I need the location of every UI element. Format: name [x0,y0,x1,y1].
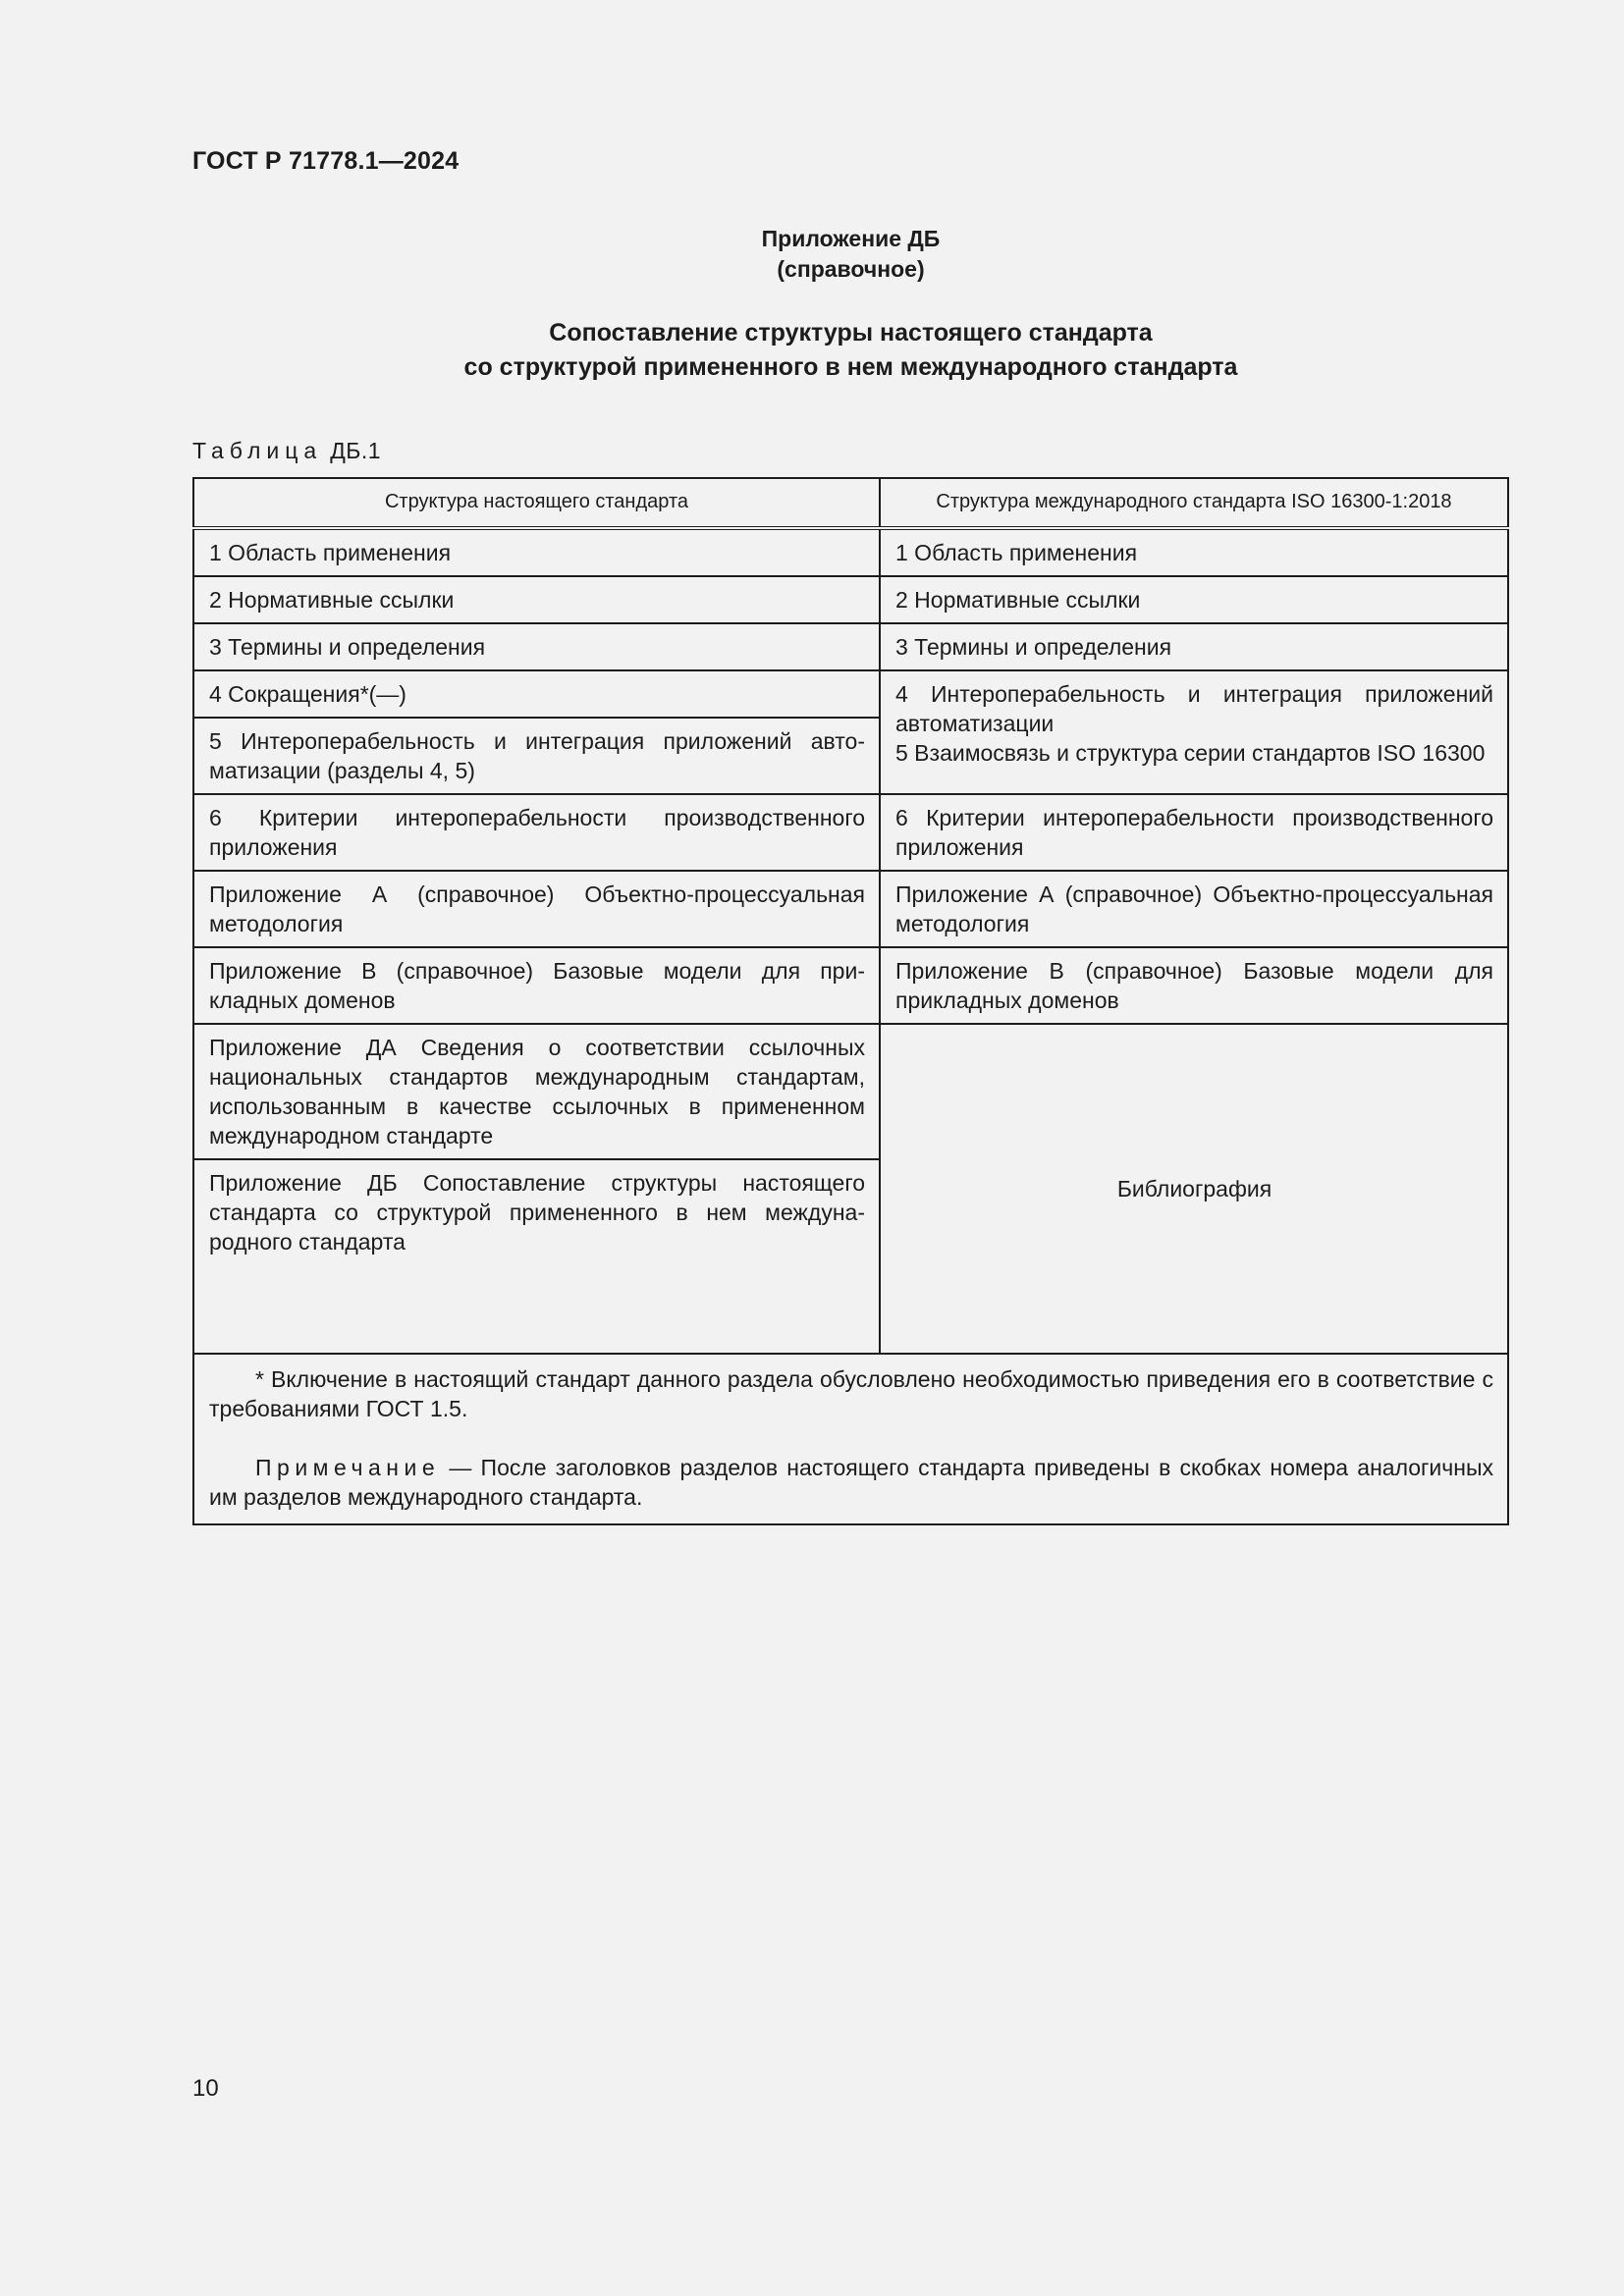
document-code: ГОСТ Р 71778.1—2024 [192,147,460,175]
cell-right: 6 Критерии интероперабельности производственного приложения [880,794,1508,871]
table-caption-word: Таблица [192,438,323,463]
appendix-title-line2: (справочное) [777,256,925,282]
table-row [193,528,1508,576]
cell-left [193,1159,880,1354]
note-text: — После заголовков разделов настоящего стандарта приведены в скобках номера аналогичных им разделов международного стандарта. [209,1455,1493,1510]
cell-left: Приложение ДА Сведения о соответствии ссылочных национальных стандартов международным стандартам, использованным в качестве ссылочных в примененном международном стандарте [193,1024,880,1159]
note [209,1453,1493,1512]
section-heading-line1: Сопоставление структуры настоящего стандарта [549,319,1153,347]
comparison-table [192,477,1509,1525]
table-row [193,947,1508,1024]
page-number: 10 [192,2075,219,2102]
section-heading-line2: со структурой примененного в нем международного стандарта [463,353,1238,381]
cell-left: Приложение В (справочное) Базовые модели для прикладных доменов [193,947,880,1024]
header-left: Структура настоящего стандарта [193,478,880,528]
table-caption [192,438,381,464]
cell-left: 3 Термины и определения [193,623,880,670]
cell-right-line2: 5 Взаимосвязь и структура серии стандартов ISO 16300 [895,740,1486,766]
cell-right-line1: 4 Интероперабельность и интеграция приложений автоматизации [895,681,1493,736]
table-notes-row [193,1354,1508,1524]
table-caption-number: ДБ.1 [330,438,382,463]
cell-right-bibliography: Библиография [880,1024,1508,1354]
footnote: * Включение в настоящий стандарт данного раздела обусловлено необходимостью приведения его в соответствие с требованиями ГОСТ 1.5. [209,1366,1493,1421]
section-heading [192,316,1509,385]
cell-right: 3 Термины и определения [880,623,1508,670]
table-row [193,871,1508,947]
table-row [193,1024,1508,1159]
header-right: Структура международного стандарта ISO 16300-1:2018 [880,478,1508,528]
cell-left: 5 Интероперабельность и интеграция приложений автоматизации (разделы 4, 5) [193,718,880,794]
cell-left: 6 Критерии интероперабельности производственного приложения [193,794,880,871]
cell-left: 4 Сокращения*(—) [193,670,880,718]
cell-right: Приложение В (справочное) Базовые модели для прикладных доменов [880,947,1508,1024]
appendix-title [192,224,1509,285]
note-label: Примечание [255,1455,441,1480]
note-gap [209,1423,1493,1453]
table-header-row [193,478,1508,528]
table-row [193,794,1508,871]
cell-left: 2 Нормативные ссылки [193,576,880,623]
table-row [193,623,1508,670]
appendix-title-line1: Приложение ДБ [761,226,941,251]
cell-right: 1 Область применения [880,528,1508,576]
cell-right: Приложение А (справочное) Объектно-процессуальная методология [880,871,1508,947]
cell-right-merged [880,670,1508,794]
cell-left-text: Приложение ДБ Сопоставление структуры настоящего стандарта со структурой примененного в нем международного стандарта [209,1170,865,1255]
table-notes [193,1354,1508,1524]
cell-spacer [209,1256,865,1345]
cell-left: 1 Область применения [193,528,880,576]
cell-left: Приложение А (справочное) Объектно-процессуальная методология [193,871,880,947]
cell-right: 2 Нормативные ссылки [880,576,1508,623]
table-row [193,670,1508,718]
table-row [193,576,1508,623]
